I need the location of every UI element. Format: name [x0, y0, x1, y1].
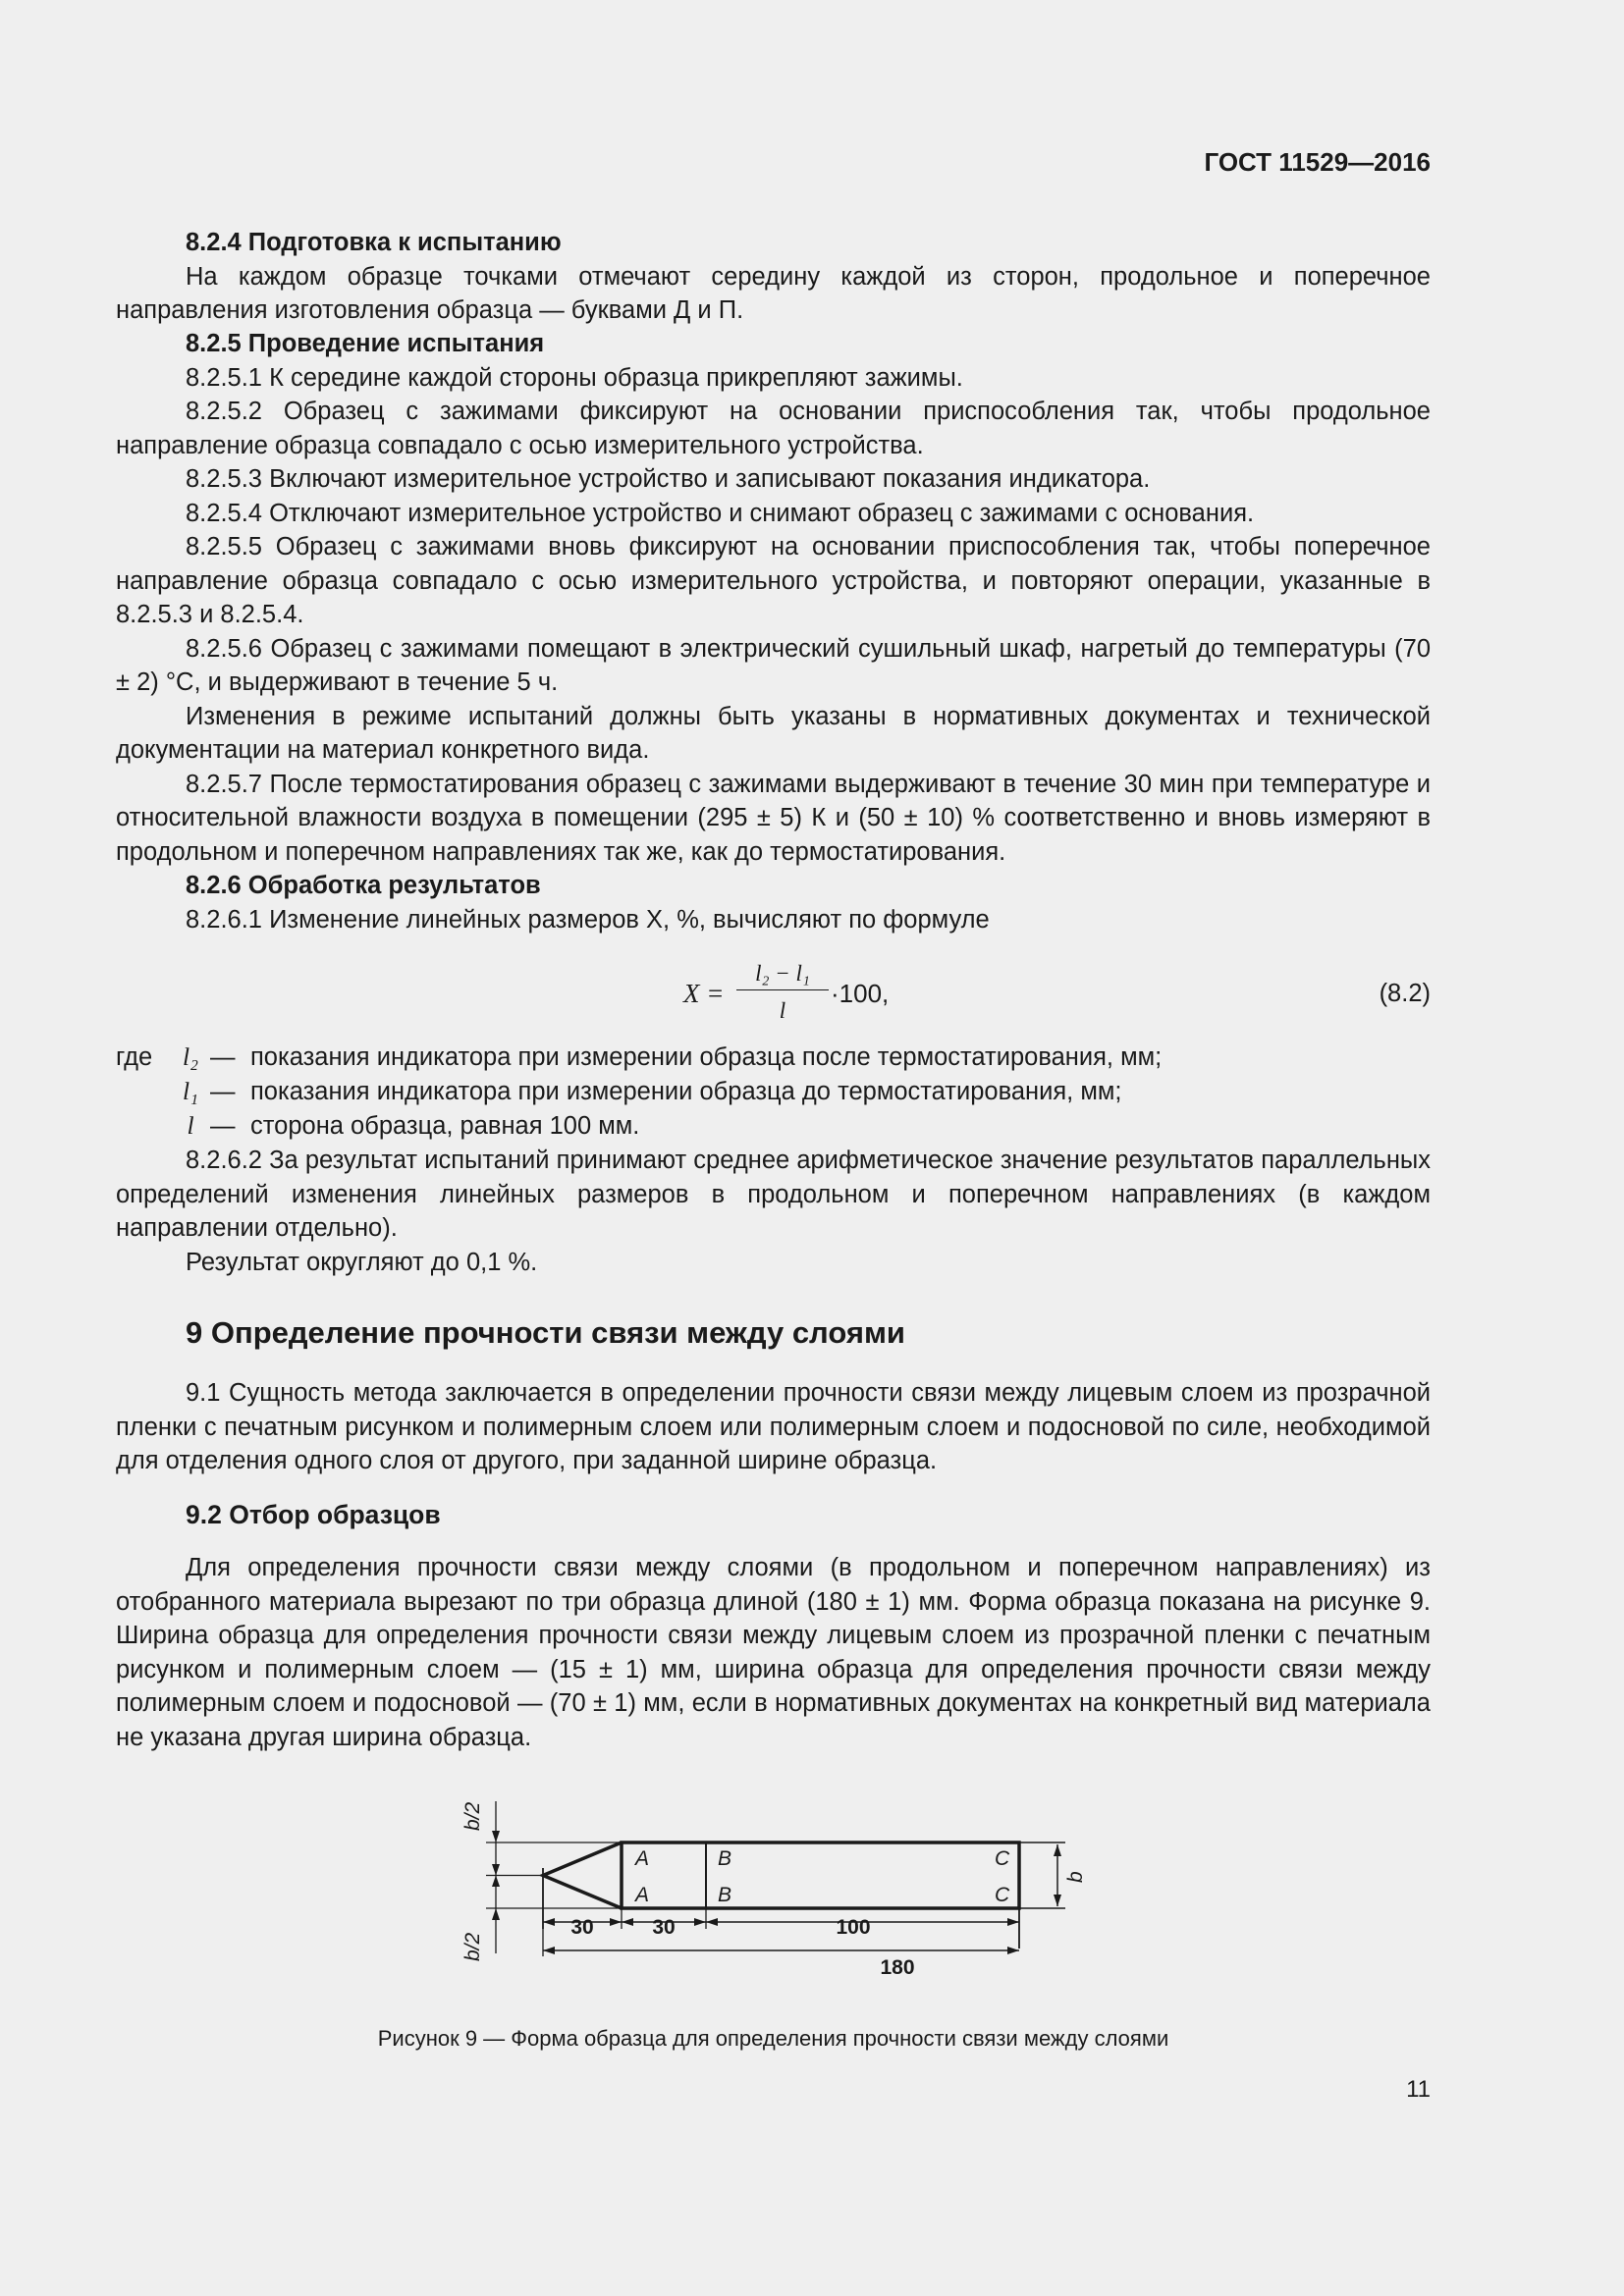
- figure-9-sample-drawing: [457, 1782, 1203, 1998]
- formula-lhs: X =: [683, 979, 725, 1008]
- heading-8-2-4: 8.2.4 Подготовка к испытанию: [186, 229, 562, 256]
- para-8-2-5-4: 8.2.5.4 Отключают измерительное устройство и снимают образец с зажимами с основания.: [186, 499, 1255, 527]
- label-c-top: C: [995, 1847, 1010, 1870]
- label-a-bottom: A: [635, 1884, 650, 1906]
- sample-v-cut: [543, 1842, 622, 1908]
- para-8-2-5-1: 8.2.5.1 К середине каждой стороны образца прикрепляют зажимы.: [186, 363, 963, 392]
- def-dash: —: [210, 1078, 236, 1105]
- para-8-2-6-rounding: Результат округляют до 0,1 %.: [186, 1248, 538, 1276]
- para-8-2-5-3: 8.2.5.3 Включают измерительное устройство и записывают показания индикатора.: [186, 465, 1151, 493]
- para-9-1: 9.1 Сущность метода заключается в определении прочности связи между лицевым слоем из прозрачной пленки с печатным рисунком и полимерным слоем или полимерным слоем и подосновой по силе, необходимой для отделения одного слоя от другого, при заданной ширине образца.: [116, 1379, 1431, 1474]
- def-text: показания индикатора при измерении образца до термостатирования, мм;: [250, 1078, 1122, 1105]
- formula-8-2: [116, 957, 1431, 1036]
- para-8-2-6-2: 8.2.6.2 За результат испытаний принимают среднее арифметическое значение результатов параллельных определений изменения линейных размеров в продольном и поперечном направлениях (в каждом направлении отдельно).: [116, 1147, 1431, 1242]
- formula-tail: ·100,: [831, 979, 890, 1008]
- def-symbol: l₂: [183, 1042, 198, 1071]
- where-label: где: [116, 1043, 153, 1071]
- page-number: 11: [1406, 2076, 1431, 2103]
- def-symbol: l: [187, 1111, 194, 1140]
- formula-denominator: l: [779, 998, 786, 1023]
- para-8-2-5-6: 8.2.5.6 Образец с зажимами помещают в электрический сушильный шкаф, нагретый до температуры (70 ± 2) °С, и выдерживают в течение 5 ч.: [116, 634, 1431, 696]
- section-8-2-5: [116, 327, 1431, 936]
- para-9-2: Для определения прочности связи между слоями (в продольном и поперечном направлениях) из отобранного материала вырезают по три образца длиной (180 ± 1) мм. Форма образца показана на рисунке 9. Ширина образца для определения прочности связи между лицевым слоем из прозрачной пленки с печатным рисунком и полимерным слоем — (15 ± 1) мм, ширина образца для определения прочности связи между полимерным слоем и подосновой — (70 ± 1) мм, если в нормативных документах на конкретный вид материала не указана другая ширина образца.: [116, 1554, 1431, 1751]
- para-8-2-5-6-note: Изменения в режиме испытаний должны быть указаны в нормативных документах и технической документации на материал конкретного вида.: [116, 702, 1431, 764]
- label-b-bottom: B: [718, 1884, 732, 1906]
- label-dim-half-bottom: b/2: [461, 1932, 484, 1961]
- def-dash: —: [210, 1043, 236, 1071]
- formula-number: (8.2): [1379, 980, 1431, 1007]
- para-8-2-5-5: 8.2.5.5 Образец с зажимами вновь фиксируют на основании приспособления так, чтобы поперечное направление образца совпадало с осью измерительного устройства, и повторяют операции, указанные в 8.2.5.3 и 8.2.5.4.: [116, 533, 1431, 628]
- dim-180: 180: [880, 1956, 915, 1979]
- heading-8-2-6: 8.2.6 Обработка результатов: [186, 872, 541, 899]
- label-a-top: A: [635, 1847, 650, 1870]
- heading-8-2-5: 8.2.5 Проведение испытания: [186, 330, 545, 357]
- label-dim-b: b: [1064, 1871, 1087, 1883]
- para-8-2-4: На каждом образце точками отмечают середину каждой из сторон, продольное и поперечное направления изготовления образца — буквами Д и П.: [116, 262, 1431, 324]
- para-8-2-5-2: 8.2.5.2 Образец с зажимами фиксируют на основании приспособления так, чтобы продольное направление образца совпадало с осью измерительного устройства.: [116, 398, 1431, 459]
- label-b-top: B: [718, 1847, 732, 1870]
- label-c-bottom: C: [995, 1884, 1010, 1906]
- dim-30-first: 30: [570, 1916, 594, 1939]
- section-8-2-6-2: [116, 1144, 1431, 1279]
- figure-9-caption: Рисунок 9 — Форма образца для определения прочности связи между слоями: [377, 2026, 1169, 2051]
- para-8-2-5-7: 8.2.5.7 После термостатирования образец с зажимами выдерживают в течение 30 мин при температуре и относительной влажности воздуха в помещении (295 ± 5) К и (50 ± 10) % соответственно и вновь измеряют в продольном и поперечном направлениях так же, как до термостатирования.: [116, 770, 1431, 866]
- sample-outline: [622, 1842, 1019, 1908]
- label-dim-half-top: b/2: [461, 1801, 484, 1831]
- def-text: сторона образца, равная 100 мм.: [250, 1112, 640, 1140]
- def-dash: —: [210, 1112, 236, 1140]
- dim-100: 100: [836, 1916, 871, 1939]
- dim-30-second: 30: [652, 1916, 676, 1939]
- section-8-2-4: [116, 226, 1431, 328]
- formula-numerator: l₂ − l₁: [755, 961, 810, 986]
- heading-section-9: 9 Определение прочности связи между слоями: [186, 1315, 905, 1350]
- fraction-bar: [736, 989, 829, 990]
- para-8-2-6-1: 8.2.6.1 Изменение линейных размеров X, %, вычисляют по формуле: [186, 905, 990, 934]
- heading-9-2: 9.2 Отбор образцов: [186, 1500, 441, 1529]
- def-text: показания индикатора при измерении образца после термостатирования, мм;: [250, 1043, 1163, 1071]
- def-symbol: l₁: [183, 1077, 198, 1105]
- doc-id-header: ГОСТ 11529—2016: [1204, 147, 1431, 177]
